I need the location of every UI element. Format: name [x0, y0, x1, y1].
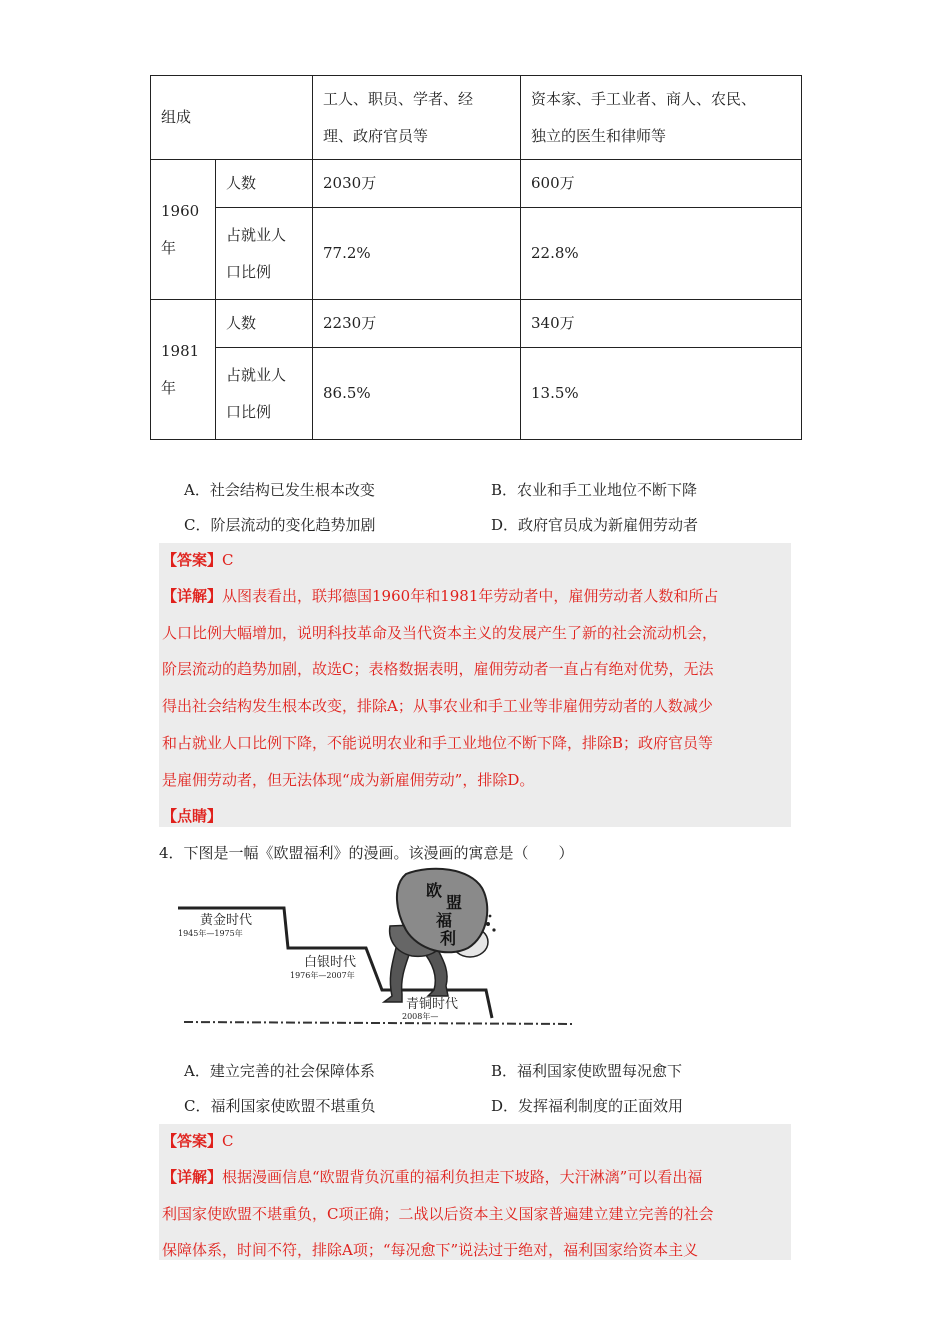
- q4-answer-line: 【答案】C: [162, 1132, 234, 1150]
- cell-value: 22.8%: [521, 208, 802, 300]
- table-row: [151, 208, 802, 300]
- step3-years: 2008年—: [402, 1012, 439, 1021]
- cell-value: 340万: [521, 300, 802, 348]
- q3-detail-line: 得出社会结构发生根本改变，排除A；从事农业和手工业等非雇佣劳动者的人数减少: [162, 697, 713, 715]
- q4-detail-line: 保障体系，时间不符，排除A项；“每况愈下”说法过于绝对，福利国家给资本主义: [162, 1241, 699, 1259]
- cell-value: 86.5%: [313, 348, 521, 440]
- row-label: 占就业人 口比例: [216, 348, 313, 440]
- row-label: 人数: [216, 300, 313, 348]
- table-row: [151, 300, 802, 348]
- q3-comment-label: 【点睛】: [162, 807, 223, 825]
- employment-table: [150, 75, 802, 440]
- year-cell-1960: 1960 年: [151, 160, 216, 300]
- year-cell-1981: 1981 年: [151, 300, 216, 440]
- sweat-drop: [492, 928, 495, 931]
- header-employed: 工人、职员、学者、经 理、政府官员等: [313, 76, 521, 160]
- q3-detail-line: 和占就业人口比例下降，不能说明农业和手工业地位不断下降，排除B；政府官员等: [162, 734, 714, 752]
- q3-detail-line: 是雇佣劳动者，但无法体现“成为新雇佣劳动”，排除D。: [162, 771, 535, 789]
- q3-option-a[interactable]: A．社会结构已发生根本改变: [184, 481, 375, 499]
- q4-option-d[interactable]: D．发挥福利制度的正面效用: [491, 1097, 684, 1115]
- q4-option-c[interactable]: C．福利国家使欧盟不堪重负: [184, 1097, 376, 1115]
- q4-detail-line: 【详解】根据漫画信息“欧盟背负沉重的福利负担走下坡路，大汗淋漓”可以看出福: [162, 1168, 703, 1186]
- cell-value: 2230万: [313, 300, 521, 348]
- q4-option-b[interactable]: B．福利国家使欧盟每况愈下: [491, 1062, 683, 1080]
- table-header-row: [151, 76, 802, 160]
- cell-value: 13.5%: [521, 348, 802, 440]
- eu-welfare-cartoon: [170, 866, 582, 1030]
- step3-title: 青铜时代: [406, 997, 459, 1012]
- sack-text: 欧: [426, 881, 443, 900]
- q3-detail-line: 阶层流动的趋势加剧，故选C；表格数据表明，雇佣劳动者一直占有绝对优势，无法: [162, 660, 714, 678]
- header-label: 组成: [151, 76, 313, 160]
- figure-leg: [384, 948, 410, 1002]
- sack-text: 盟: [446, 893, 463, 912]
- table-row: [151, 348, 802, 440]
- q4-answer-block: [159, 1124, 791, 1260]
- ground-line: [184, 1022, 575, 1024]
- q4-option-a[interactable]: A．建立完善的社会保障体系: [184, 1062, 375, 1080]
- q3-answer-line: 【答案】C: [162, 551, 234, 569]
- sweat-drop: [489, 915, 492, 918]
- table-row: [151, 160, 802, 208]
- q4-stem: 4．下图是一幅《欧盟福利》的漫画。该漫画的寓意是（ ）: [159, 844, 574, 862]
- q3-detail-line: 人口比例大幅增加，说明科技革命及当代资本主义的发展产生了新的社会流动机会，: [162, 624, 718, 642]
- step2-years: 1976年—2007年: [290, 971, 355, 980]
- cell-value: 600万: [521, 160, 802, 208]
- q3-answer-block: [159, 543, 791, 827]
- q4-detail-line: 利国家使欧盟不堪重负，C项正确；二战以后资本主义国家普遍建立建立完善的社会: [162, 1205, 714, 1223]
- header-non-employed: 资本家、手工业者、商人、农民、 独立的医生和律师等: [521, 76, 802, 160]
- q3-option-d[interactable]: D．政府官员成为新雇佣劳动者: [491, 516, 699, 534]
- q3-option-b[interactable]: B．农业和手工业地位不断下降: [491, 481, 698, 499]
- row-label: 占就业人 口比例: [216, 208, 313, 300]
- cell-value: 2030万: [313, 160, 521, 208]
- step1-years: 1945年—1975年: [178, 929, 243, 938]
- row-label: 人数: [216, 160, 313, 208]
- sack-text: 利: [440, 929, 457, 948]
- sack-text: 福: [436, 911, 453, 930]
- q3-detail-line: 【详解】从图表看出，联邦德国1960年和1981年劳动者中，雇佣劳动者人数和所占: [162, 587, 719, 605]
- cell-value: 77.2%: [313, 208, 521, 300]
- step2-title: 白银时代: [304, 955, 357, 970]
- step1-title: 黄金时代: [200, 913, 253, 928]
- q3-option-c[interactable]: C．阶层流动的变化趋势加剧: [184, 516, 376, 534]
